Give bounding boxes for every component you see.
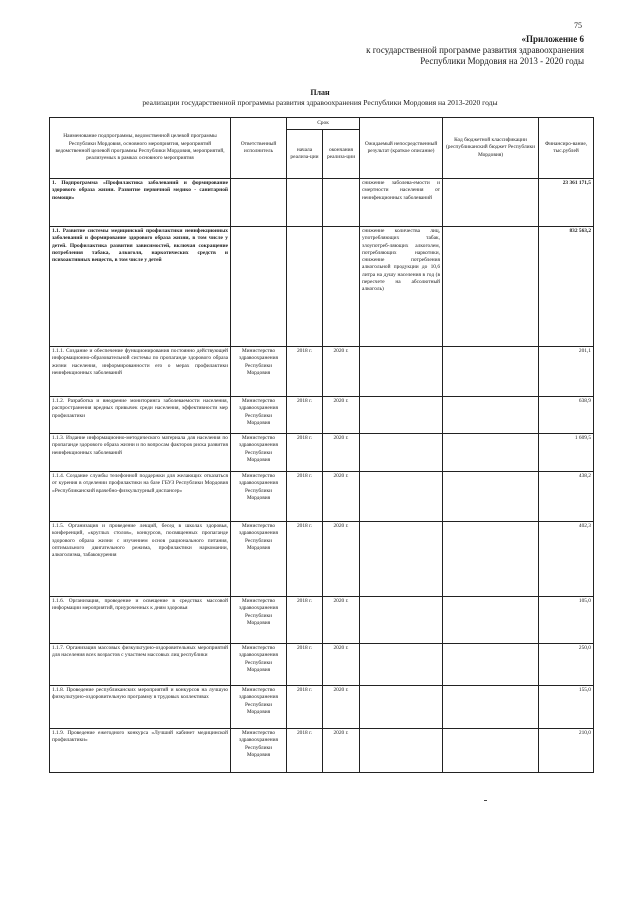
row-end: 2020 г. (323, 522, 360, 597)
table-row (50, 644, 594, 686)
table-header-row (50, 118, 594, 130)
row-financing: 105,0 (539, 597, 594, 644)
row-end: 2020 г. (323, 434, 360, 472)
row-end: 2020 г. (323, 347, 360, 397)
row-start: 2018 г. (287, 729, 323, 773)
row-name: 1.1.2. Разработка и внедрение мониторинга заболеваемости населения, распространения вредных привычек среди населения, эффективности мер профилактики (50, 397, 231, 434)
plan-title: План (310, 88, 330, 97)
row-result (360, 597, 443, 644)
row-financing: 402,3 (539, 522, 594, 597)
row-end: 2020 г. (323, 729, 360, 773)
header-budget-code: Код бюджетной классификации (республиканский бюджет Республики Мордовия) (443, 118, 539, 179)
table-row (50, 522, 594, 597)
row-executor: Министерство здравоохранения Республики Мордовия (231, 397, 287, 434)
row-name: 1.1.7. Организация массовых физкультурно-оздоровительных мероприятий для населения всех возрастов с участием массовых лиц республики (50, 644, 231, 686)
row-financing: 210,0 (539, 729, 594, 773)
row-start: 2018 г. (287, 397, 323, 434)
row-financing: 832 563,2 (539, 227, 594, 347)
row-executor: Министерство здравоохранения Республики Мордовия (231, 347, 287, 397)
plan-table (49, 117, 594, 773)
row-result: снижение количества лиц, употребляющих табак, злоупотреб-ляющих алкоголем, потребляющих наркотики, снижение потребления алкогольной продукции до 10,6 литра на душу населения в год (в пересчете на абсолютный алкоголь) (360, 227, 443, 347)
row-executor (231, 179, 287, 227)
table-row (50, 434, 594, 472)
row-financing: 638,9 (539, 397, 594, 434)
row-start: 2018 г. (287, 597, 323, 644)
table-row (50, 597, 594, 644)
row-financing: 438,2 (539, 472, 594, 522)
table-row (50, 686, 594, 729)
row-executor: Министерство здравоохранения Республики Мордовия (231, 472, 287, 522)
scan-mark (484, 800, 487, 801)
row-start (287, 179, 323, 227)
row-result (360, 472, 443, 522)
row-name: 1.1.1. Создание и обеспечение функционирования постоянно действующей информационно-образовательной системы по пропаганде здорового образа жизни населения, информированности его о мерах профилактики неинфекционных заболеваний (50, 347, 231, 397)
appendix-line-2: Республики Мордовия на 2013 - 2020 годы (420, 56, 584, 66)
row-end (323, 179, 360, 227)
row-executor: Министерство здравоохранения Республики Мордовия (231, 434, 287, 472)
row-start: 2018 г. (287, 686, 323, 729)
row-financing: 155,0 (539, 686, 594, 729)
row-end: 2020 г. (323, 397, 360, 434)
row-name: 1.1.8. Проведение республиканских мероприятий и конкурсов на лучшую физкультурно-оздоровительную программу в трудовых коллективах (50, 686, 231, 729)
row-result: снижение заболева-емости и смертности населения от неинфекционных заболеваний (360, 179, 443, 227)
row-end: 2020 г. (323, 597, 360, 644)
table-row (50, 179, 594, 227)
row-start: 2018 г. (287, 522, 323, 597)
row-budget-code (443, 686, 539, 729)
row-result (360, 434, 443, 472)
row-executor: Министерство здравоохранения Республики Мордовия (231, 729, 287, 773)
row-result (360, 729, 443, 773)
table-row (50, 472, 594, 522)
row-start: 2018 г. (287, 347, 323, 397)
row-financing: 250,0 (539, 644, 594, 686)
row-start (287, 227, 323, 347)
row-start: 2018 г. (287, 472, 323, 522)
row-name: 1.1.5. Организация и проведение лекций, бесед в школах здоровья, конференций, «круглых столов», конкурсов, посвященных пропаганде здорового образа жизни с изучением основ рационального питания, оптимального двигательного режима, профилактики наркомании, алкоголизма, табакокурения (50, 522, 231, 597)
row-budget-code (443, 434, 539, 472)
row-start: 2018 г. (287, 434, 323, 472)
row-executor: Министерство здравоохранения Республики Мордовия (231, 597, 287, 644)
row-executor: Министерство здравоохранения Республики Мордовия (231, 686, 287, 729)
row-budget-code (443, 179, 539, 227)
table-row (50, 227, 594, 347)
row-budget-code (443, 597, 539, 644)
row-budget-code (443, 227, 539, 347)
row-result (360, 347, 443, 397)
appendix-title: «Приложение 6 (521, 34, 584, 44)
table-row (50, 729, 594, 773)
row-result (360, 397, 443, 434)
row-result (360, 522, 443, 597)
row-executor: Министерство здравоохранения Республики Мордовия (231, 644, 287, 686)
row-name: 1.1.6. Организация, проведение и освещение в средствах массовой информации мероприятий, приуроченных к дням здоровья (50, 597, 231, 644)
appendix-header (0, 34, 584, 67)
row-financing: 201,1 (539, 347, 594, 397)
row-budget-code (443, 347, 539, 397)
row-end: 2020 г. (323, 644, 360, 686)
plan-heading (0, 88, 640, 108)
row-budget-code (443, 397, 539, 434)
row-executor (231, 227, 287, 347)
table-row (50, 347, 594, 397)
table-row (50, 397, 594, 434)
row-result (360, 686, 443, 729)
row-end: 2020 г. (323, 472, 360, 522)
row-result (360, 644, 443, 686)
row-budget-code (443, 644, 539, 686)
row-executor: Министерство здравоохранения Республики Мордовия (231, 522, 287, 597)
row-name: 1.1.9. Проведение ежегодного конкурса «Лучший кабинет медицинской профилактики» (50, 729, 231, 773)
row-budget-code (443, 522, 539, 597)
row-start: 2018 г. (287, 644, 323, 686)
row-budget-code (443, 472, 539, 522)
appendix-line-1: к государственной программе развития здравоохранения (366, 45, 584, 55)
page-number: 75 (574, 21, 582, 30)
row-budget-code (443, 729, 539, 773)
header-financing: Финансиро-вание, тыс.рублей (539, 118, 594, 179)
row-name: 1. Подпрограмма «Профилактика заболеваний и формирование здорового образа жизни. Развитие первичной медико - санитарной помощи» (50, 179, 231, 227)
row-name: 1.1.4. Создание службы телефонной поддержки для желающих отказаться от курения в отделении профилактики на базе ГБУЗ Республики Мордовия «Республиканский врачебно-физкультурный диспансер» (50, 472, 231, 522)
row-name: 1.1.3. Издание информационно-методического материала для населения по пропаганде здорового образа жизни и по вопросам факторов риска развития неинфекционных заболеваний (50, 434, 231, 472)
row-financing: 23 361 171,5 (539, 179, 594, 227)
header-end: окончания реализа-ции (323, 130, 360, 179)
header-name: Наименование подпрограммы, ведомственной целевой программы Республики Мордовия, основного мероприятия, мероприятий ведомственной целевой программы Республики Мордовия, мероприятий, реализуемых в рамках основного мероприятия (50, 118, 231, 179)
header-start: начала реализа-ции (287, 130, 323, 179)
row-end (323, 227, 360, 347)
plan-subtitle: реализации государственной программы развития здравоохранения Республики Мордовия на 2013-2020 годы (142, 98, 498, 107)
row-name: 1.1. Развитие системы медицинской профилактики неинфекционных заболеваний и формирование здорового образа жизни, в том числе у детей. Профилактика развития зависимостей, включая сокращение потребления табака, алкоголя, наркотических средств и психоактивных веществ, в том числе у детей (50, 227, 231, 347)
header-executor: Ответственный исполнитель (231, 118, 287, 179)
header-term: Срок (287, 118, 360, 130)
row-financing: 1 609,5 (539, 434, 594, 472)
header-result: Ожидаемый непосредственный результат (краткое описание) (360, 118, 443, 179)
row-end: 2020 г. (323, 686, 360, 729)
